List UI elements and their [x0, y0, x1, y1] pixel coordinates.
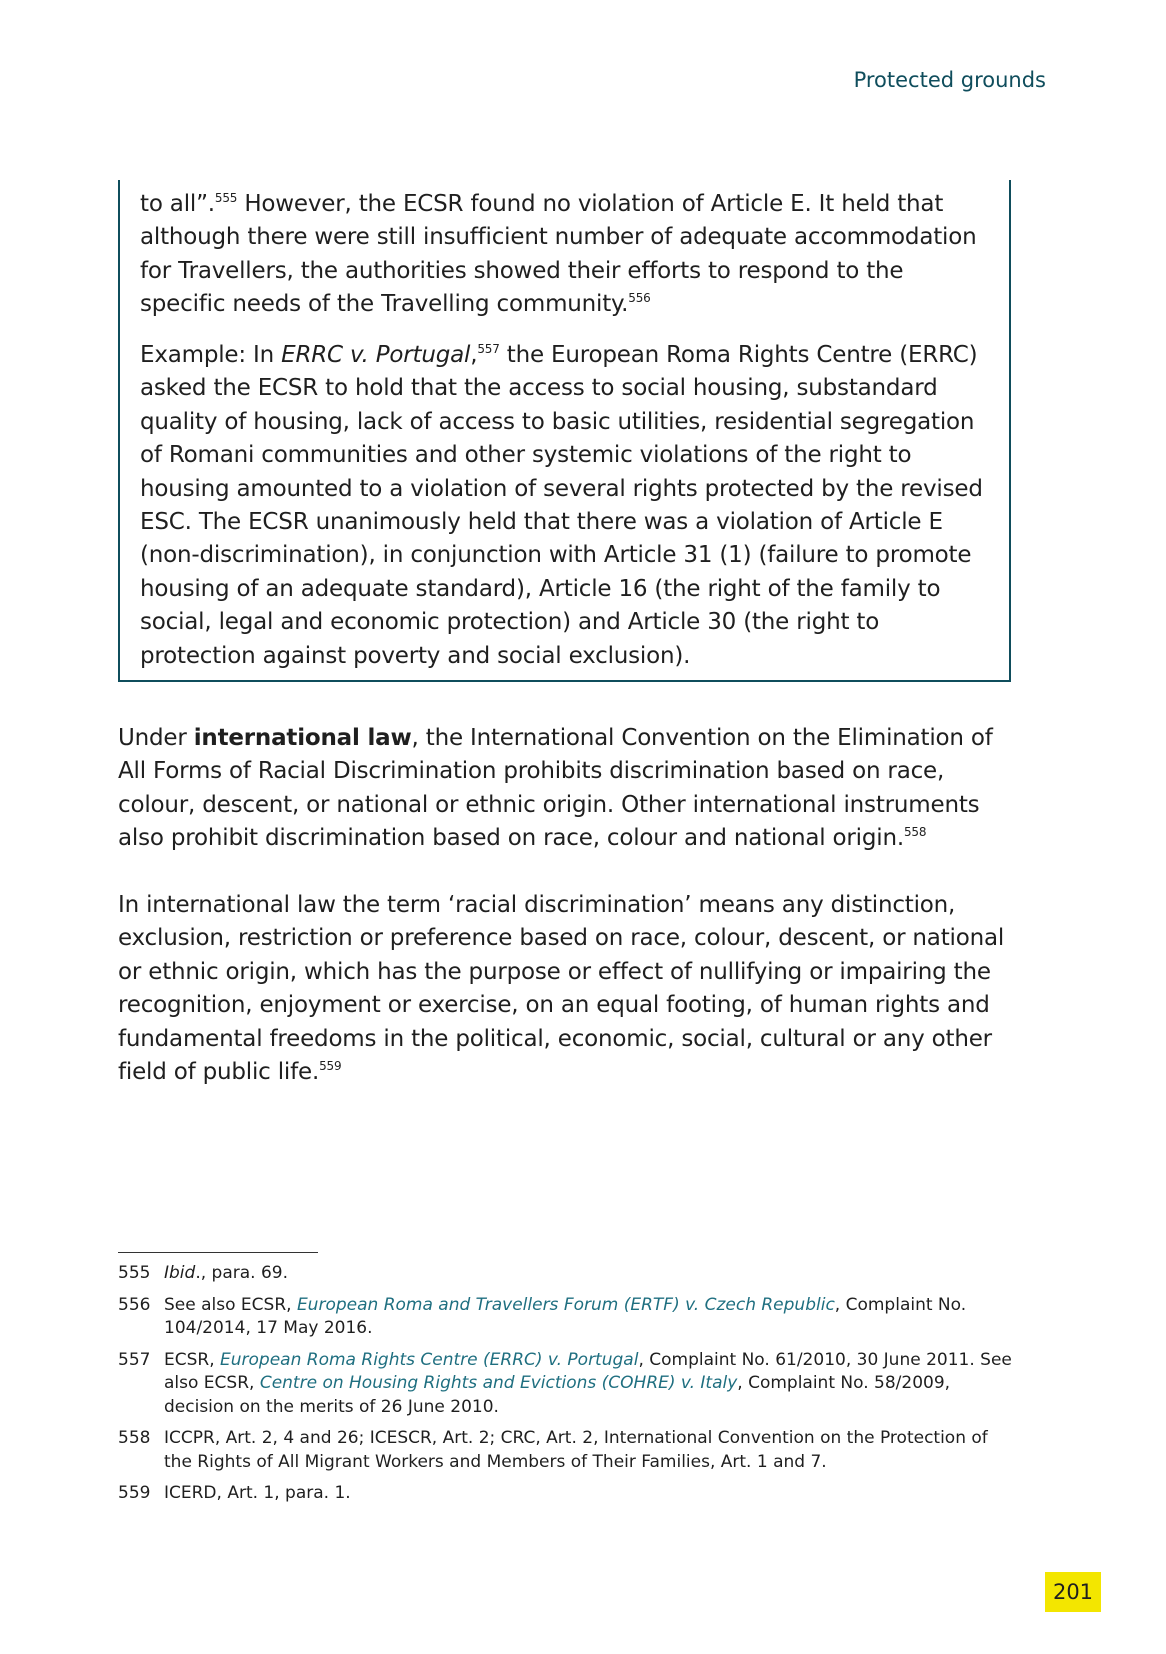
footnote-555: [118, 1262, 1018, 1286]
text-segment: In international law the term ‘racial discrimination’ means any distinction, exclusion, restriction or preference based on race, colour, descent, or national or ethnic origin, which has the purpose or effect of nullifying or impairing the recognition, enjoyment or exercise, on an equal footing, of human rights and fundamental freedoms in the political, economic, social, cultural or any other field of public life.: [118, 892, 1005, 1086]
body-paragraph-2: [118, 889, 1012, 1089]
footnotes-section: [118, 1262, 1018, 1514]
example-paragraph-1: [140, 188, 990, 322]
footnote-ref-559[interactable]: 559: [319, 1059, 342, 1074]
example-paragraph-2: [140, 339, 990, 673]
running-header-title: Protected grounds: [853, 68, 1046, 92]
text-segment: , Complaint No. 58/2009, decision on the merits of 26 June 2010.: [164, 1373, 951, 1417]
footnote-number: 558: [118, 1428, 151, 1448]
footnote-ref-557[interactable]: 557: [477, 342, 500, 356]
footnote-number: 559: [118, 1483, 151, 1503]
footnote-557: [118, 1349, 1018, 1420]
footnote-text: [164, 1349, 1018, 1420]
case-link-ertf[interactable]: European Roma and Travellers Forum (ERTF) v. Czech Republic: [296, 1294, 835, 1315]
footnote-text: ICCPR, Art. 2, 4 and 26; ICESCR, Art. 2; CRC, Art. 2, International Convention on the Protection of the Rights of All Migrant Workers and Members of Their Families, Art. 1 and 7.: [164, 1428, 988, 1472]
case-link-cohre-italy[interactable]: Centre on Housing Rights and Evictions (COHRE) v. Italy: [259, 1373, 738, 1393]
text-segment: ., para. 69.: [195, 1263, 288, 1283]
body-paragraph-1: [118, 722, 1012, 856]
footnote-559: [118, 1482, 1018, 1506]
footnote-text: ICERD, Art. 1, para. 1.: [164, 1483, 351, 1503]
case-name: ERRC v. Portugal: [281, 342, 471, 368]
text-segment: See also ECSR,: [164, 1294, 297, 1315]
bold-term: international law: [193, 725, 412, 751]
footnote-text: [164, 1262, 1018, 1286]
footnote-number: 557: [118, 1349, 151, 1370]
text-segment: However, the ECSR found no violation of Article E. It held that although there were still insufficient number of adequate accommodation for Travellers, the authorities showed their efforts to respond to the specific needs of the Travelling community.: [140, 191, 977, 318]
footnote-text: [164, 1294, 1018, 1341]
text-segment: , the International Convention on the Elimination of All Forms of Racial Discrimination prohibits discrimination based on race, colour, descent, or national or ethnic origin. Other international instruments also prohibit discrimination based on race, colour and national origin.: [118, 725, 993, 852]
footnote-ref-558[interactable]: 558: [903, 825, 927, 840]
footnote-558: [118, 1427, 1018, 1474]
footnote-ref-556[interactable]: 556: [628, 291, 651, 306]
page-number-badge: 201: [1045, 1572, 1101, 1612]
footnote-number: 556: [118, 1294, 151, 1315]
text-segment: Example: In: [140, 342, 282, 368]
footnote-divider: [118, 1252, 318, 1253]
text-segment: ECSR,: [164, 1349, 221, 1370]
text-segment: the European Roma Rights Centre (ERRC) asked the ECSR to hold that the access to social housing, substandard quality of housing, lack of access to basic utilities, residential segregation of Romani communities and other systemic violations of the right to housing amounted to a violation of several rights protected by the revised ESC. The ECSR unanimously held that there was a violation of Article E (non-discrimination), in conjunction with Article 31 (1) (failure to promote housing of an adequate standard), Article 16 (the right of the family to social, legal and economic protection) and Article 30 (the right to protection against poverty and social exclusion).: [140, 342, 983, 669]
text-segment: Under: [118, 725, 194, 751]
case-link-errc-portugal[interactable]: European Roma Rights Centre (ERRC) v. Portugal: [220, 1349, 639, 1370]
text-segment: ,: [470, 342, 478, 368]
text-segment: to all”.: [140, 191, 215, 217]
text-segment: , Complaint No. 104/2014, 17 May 2016.: [164, 1294, 967, 1338]
text-segment: , Complaint No. 61/2010, 30 June 2011. See also ECSR,: [164, 1349, 1012, 1393]
footnote-556: [118, 1294, 1018, 1341]
footnote-number: 555: [118, 1263, 151, 1283]
footnote-ref-555[interactable]: 555: [214, 191, 238, 205]
footnote-italic: Ibid: [164, 1263, 196, 1283]
